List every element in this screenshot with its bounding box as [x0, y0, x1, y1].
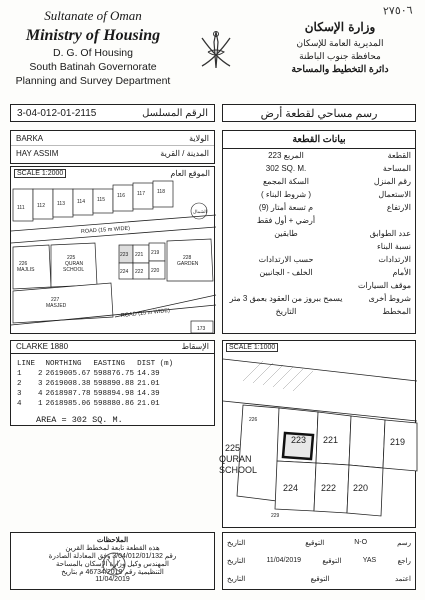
- map-plot-224: 224: [120, 269, 129, 275]
- plot-117: 117: [137, 191, 145, 197]
- map-quran-name: QURAN: [65, 261, 84, 267]
- plot-data-row: الارتفاع (9) م تسعة أمتار: [258, 203, 411, 212]
- general-map-drawing: [11, 167, 216, 335]
- map-masjid-num: 227: [51, 297, 60, 303]
- north-label: الشمال: [193, 209, 207, 214]
- plot-data-row: الأمام الخلف - الجانبين: [259, 268, 411, 277]
- notes-title: الملاحظات: [96, 537, 129, 544]
- plot-map-drawing: [219, 341, 417, 529]
- coordinates-box: [10, 340, 215, 426]
- plot-data-row: الاستعمال ( شروط البناء ): [260, 190, 411, 199]
- area-total: AREA = 302 SQ. M.: [36, 415, 123, 425]
- plot-112: 112: [37, 203, 45, 209]
- serial-number: 3-04-012-01-2115: [17, 107, 97, 119]
- col-easting: EASTING: [93, 360, 126, 368]
- datum-label: الإسقاط: [181, 342, 209, 351]
- table-row: 1 2 2619005.67 598876.75 14.39: [17, 370, 160, 378]
- map-majlis: 226: [19, 261, 28, 267]
- serial-number-box: [10, 104, 215, 122]
- header-arabic: [265, 20, 415, 75]
- header-country: Sultanate of Oman: [44, 8, 142, 23]
- map-title: الموقع العام: [170, 169, 210, 178]
- plot-data-row: رقم المنزل السكة المجمع: [262, 177, 411, 186]
- area-value: HAY ASSIM: [16, 149, 59, 158]
- map-scale: SCALE 1:2000: [14, 169, 66, 178]
- plot-219: 219: [390, 437, 406, 447]
- notes-line: التنظيمية رقم 46734/2019 م بتاريخ: [61, 569, 164, 576]
- plot-data-row: شروط أخرى يسمح ببروز من العقود بعمق 3 متر: [229, 294, 411, 303]
- wilayat-value: BARKA: [16, 134, 44, 143]
- map-quran-num: 225: [67, 255, 76, 261]
- table-header-row: [17, 359, 176, 369]
- serial-label: الرقم المسلسل: [142, 107, 208, 119]
- col-northing: NORTHING: [45, 360, 82, 368]
- map-plot-219: 219: [151, 250, 160, 256]
- plot-data-box: [222, 130, 416, 334]
- plot-115: 115: [97, 197, 105, 203]
- plot-data-row: الارتدادات حسب الارتدادات: [258, 255, 411, 264]
- plot-221: 221: [323, 435, 339, 445]
- area-label: المدينة / القرية: [160, 149, 209, 158]
- map-quran-name2: SCHOOL: [63, 267, 85, 273]
- official-stamp-icon: [101, 551, 127, 577]
- plot-220: 220: [353, 483, 369, 493]
- table-row: 3 4 2618987.78 598894.98 14.39: [17, 390, 160, 398]
- plot-229: 229: [271, 513, 280, 519]
- road-bottom-label: ROAD (15 m WIDE): [120, 307, 171, 319]
- notes-line: 11/04/2019: [95, 576, 130, 583]
- header-english: [8, 8, 178, 87]
- quran-school-name2: SCHOOL: [219, 465, 258, 475]
- plot-222: 222: [321, 483, 337, 493]
- plot-data-row: نسبة البناء: [377, 242, 411, 251]
- notes-box: [10, 532, 215, 590]
- header-ministry: Ministry of Housing: [25, 27, 161, 44]
- header-department-ar: دائرة التخطيط والمساحة: [291, 64, 389, 75]
- oman-emblem-icon: [196, 28, 236, 72]
- datum-row: [11, 341, 214, 354]
- map-plot-221: 221: [135, 252, 144, 258]
- table-row: 2 3 2619008.38 598890.88 21.01: [17, 380, 160, 388]
- map-plot-223: 223: [120, 252, 129, 258]
- plot-114: 114: [77, 199, 85, 205]
- header-directorate-ar: المديرية العامة للإسكان: [296, 38, 384, 48]
- plot-data-row: المخطط التاريخ: [275, 307, 411, 316]
- plot-data-row: موقف السيارات: [357, 281, 411, 290]
- plot-data-row: عدد الطوابق طابقين: [274, 229, 411, 238]
- plot-data-row: أرضي + أول فقط: [256, 216, 316, 225]
- plot-data-row: المساحة 302 SQ. M.: [265, 164, 411, 173]
- map-majlis-name: MAJLIS: [17, 267, 35, 273]
- signature-row: التاريخ التوقيع اعتمد: [227, 576, 411, 583]
- signatures-box: [222, 532, 416, 590]
- quran-school-name: QURAN: [219, 454, 252, 464]
- general-location-map: [10, 166, 215, 334]
- plot-224: 224: [283, 483, 299, 493]
- location-box: [10, 130, 215, 164]
- notes-line: رقم 3/04/012/01/132 وفق المعادلة الصادرة: [48, 553, 177, 560]
- notes-line: المهندس وكيل وزارة الإسكان بالمساحة: [55, 561, 169, 568]
- map-plot-220: 220: [151, 268, 160, 274]
- wilayat-label: الولاية: [189, 134, 209, 143]
- subject-plot-223: 223: [291, 435, 307, 445]
- map-garden-num: 228: [183, 255, 192, 261]
- header-ministry-ar: وزارة الإسكان: [304, 20, 376, 34]
- header-directorate: D. G. Of Housing: [53, 47, 133, 59]
- signature-row: التاريخ 11/04/2019 التوقيع YAS راجع: [227, 557, 411, 565]
- quran-school-num: 225: [225, 443, 241, 453]
- coordinates-table: [17, 359, 176, 409]
- plot-113: 113: [57, 201, 65, 207]
- header-governorate-ar: محافظة جنوب الباطنة: [299, 51, 381, 61]
- signature-row: التاريخ التوقيع N-O رسم: [227, 539, 411, 547]
- handwritten-number: ٢٧٥٠٦: [383, 3, 414, 18]
- plot-scale: SCALE 1:1000: [226, 343, 278, 352]
- map-plot-222: 222: [135, 269, 144, 275]
- table-row: 4 1 2618985.06 598880.86 21.01: [17, 400, 160, 408]
- header-department: Planning and Survey Department: [15, 75, 171, 87]
- plot-data-title: بيانات القطعة: [223, 131, 415, 149]
- plot-116: 116: [117, 193, 125, 199]
- col-line: LINE: [17, 360, 36, 368]
- datum-value: CLARKE 1880: [16, 342, 69, 351]
- road-top-label: ROAD (15 m WIDE): [80, 225, 131, 235]
- plot-226: 226: [249, 417, 258, 423]
- notes-line: هذه القطعة تابعة لمخطط القرين: [65, 545, 160, 552]
- plot-detail-map: [219, 340, 416, 528]
- plot-data-row: القطعة 223 المربع: [268, 151, 411, 160]
- header-governorate: South Batinah Governorate: [29, 61, 157, 73]
- plot-118: 118: [157, 189, 165, 195]
- map-masjid-name: MASJED: [46, 303, 67, 309]
- plot-111: 111: [17, 205, 25, 211]
- col-dist: DIST (m): [137, 360, 174, 368]
- map-garden-name: GARDEN: [177, 261, 199, 267]
- map-plot-173: 173: [197, 326, 206, 332]
- document-title: رسم مساحي لقطعة أرض: [222, 104, 416, 122]
